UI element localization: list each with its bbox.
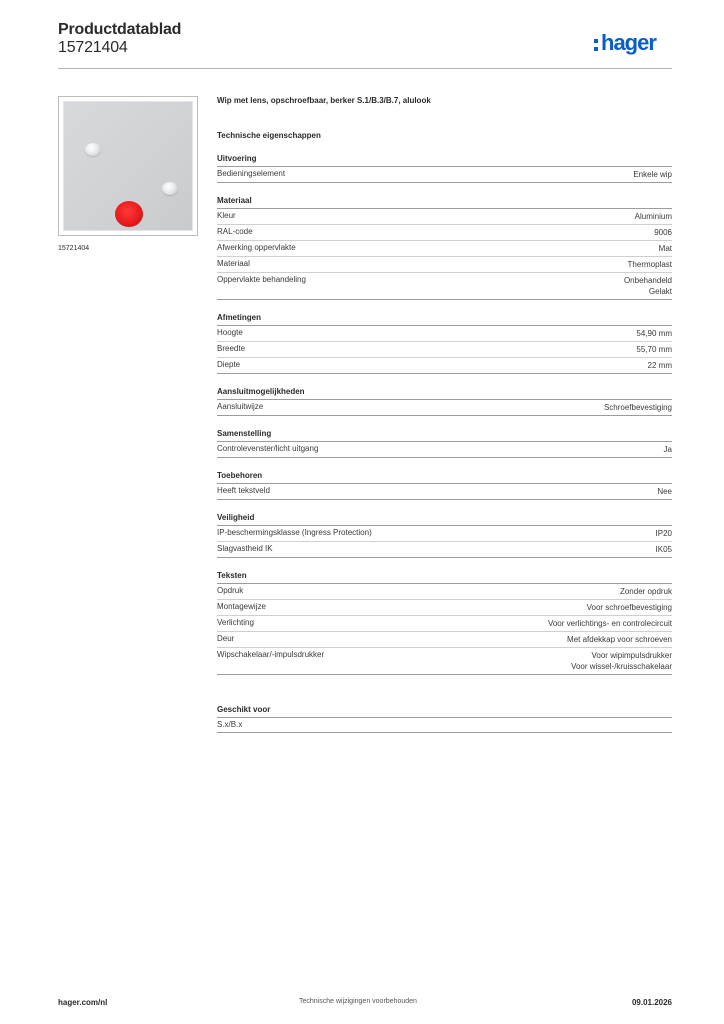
- product-details: [217, 96, 672, 733]
- hager-logo: [592, 26, 676, 58]
- property-value: [633, 169, 672, 180]
- property-label: Heeft tekstveld: [217, 486, 270, 495]
- section-teksten: [217, 571, 672, 675]
- property-value: [548, 618, 672, 629]
- property-row: [217, 167, 672, 183]
- property-row: [217, 400, 672, 416]
- property-value: [624, 275, 672, 297]
- property-value-line: Met afdekkap voor schroeven: [567, 635, 672, 644]
- property-label: Breedte: [217, 344, 246, 353]
- property-label: Bedieningselement: [217, 169, 286, 178]
- section-heading: Geschikt voor: [217, 705, 672, 718]
- red-lens: [115, 201, 143, 227]
- dome-button: [85, 143, 101, 156]
- property-value: [628, 259, 672, 270]
- suitable-section: [217, 705, 672, 733]
- property-value-line: 54,90 mm: [636, 329, 672, 338]
- property-row: [217, 484, 672, 500]
- property-value-line: Voor verlichtings- en controlecircuit: [547, 619, 672, 628]
- footer-date: 09.01.2026: [631, 998, 672, 1007]
- property-row: [217, 273, 672, 300]
- section-heading: Toebehoren: [217, 471, 672, 484]
- logo-text: hager: [601, 30, 656, 55]
- property-row: [217, 241, 672, 257]
- section-heading: Samenstelling: [217, 429, 672, 442]
- property-value-line: Voor wissel-/kruisschakelaar: [571, 662, 672, 671]
- property-label: Montagewijze: [217, 602, 266, 611]
- property-label: Verlichting: [217, 618, 254, 627]
- page-title: Productdatablad: [58, 21, 182, 38]
- section-heading: Afmetingen: [217, 313, 672, 326]
- property-value: [657, 486, 672, 497]
- property-value-line: Aluminium: [634, 212, 672, 221]
- section-aansluitmogelijkheden: [217, 387, 672, 416]
- property-label: Diepte: [217, 360, 241, 369]
- property-value-line: IP20: [655, 529, 672, 538]
- product-title: Wip met lens, opschroefbaar, berker S.1/B.3/B.7, alulook: [217, 96, 431, 105]
- property-value-line: Voor schroefbevestiging: [586, 603, 672, 612]
- header-divider: [58, 68, 672, 69]
- property-value-line: Ja: [663, 445, 672, 454]
- properties-heading: Technische eigenschappen: [217, 131, 321, 140]
- property-value-line: Schroefbevestiging: [603, 403, 672, 412]
- property-value-line: Onbehandeld: [623, 276, 672, 285]
- property-value-line: Nee: [657, 487, 672, 496]
- property-value: [571, 650, 672, 672]
- property-label: Deur: [217, 634, 235, 643]
- property-row: [217, 257, 672, 273]
- property-value: [659, 243, 672, 254]
- section-veiligheid: [217, 513, 672, 558]
- property-label: Kleur: [217, 211, 236, 220]
- property-label: S.x/B.x: [217, 720, 243, 729]
- property-value-line: Enkele wip: [633, 170, 672, 179]
- section-toebehoren: [217, 471, 672, 500]
- property-value: [567, 634, 672, 645]
- property-value: [648, 360, 672, 371]
- section-afmetingen: [217, 313, 672, 374]
- dome-button: [162, 182, 178, 195]
- property-label: Slagvastheid IK: [217, 544, 273, 553]
- property-row: [217, 209, 672, 225]
- section-heading: Materiaal: [217, 196, 672, 209]
- property-value-line: Voor wipimpulsdrukker: [591, 651, 672, 660]
- property-row: [217, 342, 672, 358]
- property-row: [217, 632, 672, 648]
- property-value-line: Thermoplast: [627, 260, 672, 269]
- property-row: [217, 648, 672, 675]
- property-row: [217, 718, 672, 733]
- property-value: [636, 344, 672, 355]
- property-value: [656, 528, 672, 539]
- property-value: [620, 586, 672, 597]
- property-value: [656, 544, 672, 555]
- property-value: [604, 402, 672, 413]
- properties-sections: [217, 154, 672, 675]
- property-value: [664, 444, 672, 455]
- section-heading: Uitvoering: [217, 154, 672, 167]
- product-image: [58, 96, 198, 236]
- property-row: [217, 542, 672, 558]
- property-row: [217, 326, 672, 342]
- property-row: [217, 526, 672, 542]
- property-value-line: Mat: [658, 244, 672, 253]
- switch-plate: [63, 101, 193, 231]
- property-row: [217, 616, 672, 632]
- property-row: [217, 225, 672, 241]
- property-value-line: IK05: [655, 545, 672, 554]
- footer-website[interactable]: hager.com/nl: [58, 998, 108, 1007]
- section-samenstelling: [217, 429, 672, 458]
- property-label: RAL-code: [217, 227, 253, 236]
- section-heading: Aansluitmogelijkheden: [217, 387, 672, 400]
- property-label: Hoogte: [217, 328, 243, 337]
- property-value-line: 22 mm: [647, 361, 672, 370]
- property-label: Afwerking oppervlakte: [217, 243, 296, 252]
- property-value: [635, 211, 672, 222]
- property-value-line: Gelakt: [648, 287, 672, 296]
- property-label: Aansluitwijze: [217, 402, 264, 411]
- product-number: 15721404: [58, 39, 128, 56]
- property-label: Oppervlakte behandeling: [217, 275, 306, 284]
- property-value-line: 55,70 mm: [636, 345, 672, 354]
- section-materiaal: [217, 196, 672, 300]
- property-row: [217, 584, 672, 600]
- property-label: Controlevenster/licht uitgang: [217, 444, 319, 453]
- property-value-line: 9006: [654, 228, 672, 237]
- property-label: Materiaal: [217, 259, 250, 268]
- property-row: [217, 442, 672, 458]
- property-row: [217, 358, 672, 374]
- property-label: IP-beschermingsklasse (Ingress Protection): [217, 528, 372, 537]
- section-heading: Teksten: [217, 571, 672, 584]
- property-value-line: Zonder opdruk: [619, 587, 672, 596]
- section-uitvoering: [217, 154, 672, 183]
- section-heading: Veiligheid: [217, 513, 672, 526]
- property-value: [587, 602, 672, 613]
- property-value: [654, 227, 672, 238]
- image-caption: 15721404: [58, 245, 90, 252]
- property-label: Opdruk: [217, 586, 244, 595]
- property-value: [636, 328, 672, 339]
- footer-disclaimer: Technische wijzigingen voorbehouden: [299, 998, 417, 1005]
- property-row: [217, 600, 672, 616]
- property-label: Wipschakelaar/-impulsdrukker: [217, 650, 325, 659]
